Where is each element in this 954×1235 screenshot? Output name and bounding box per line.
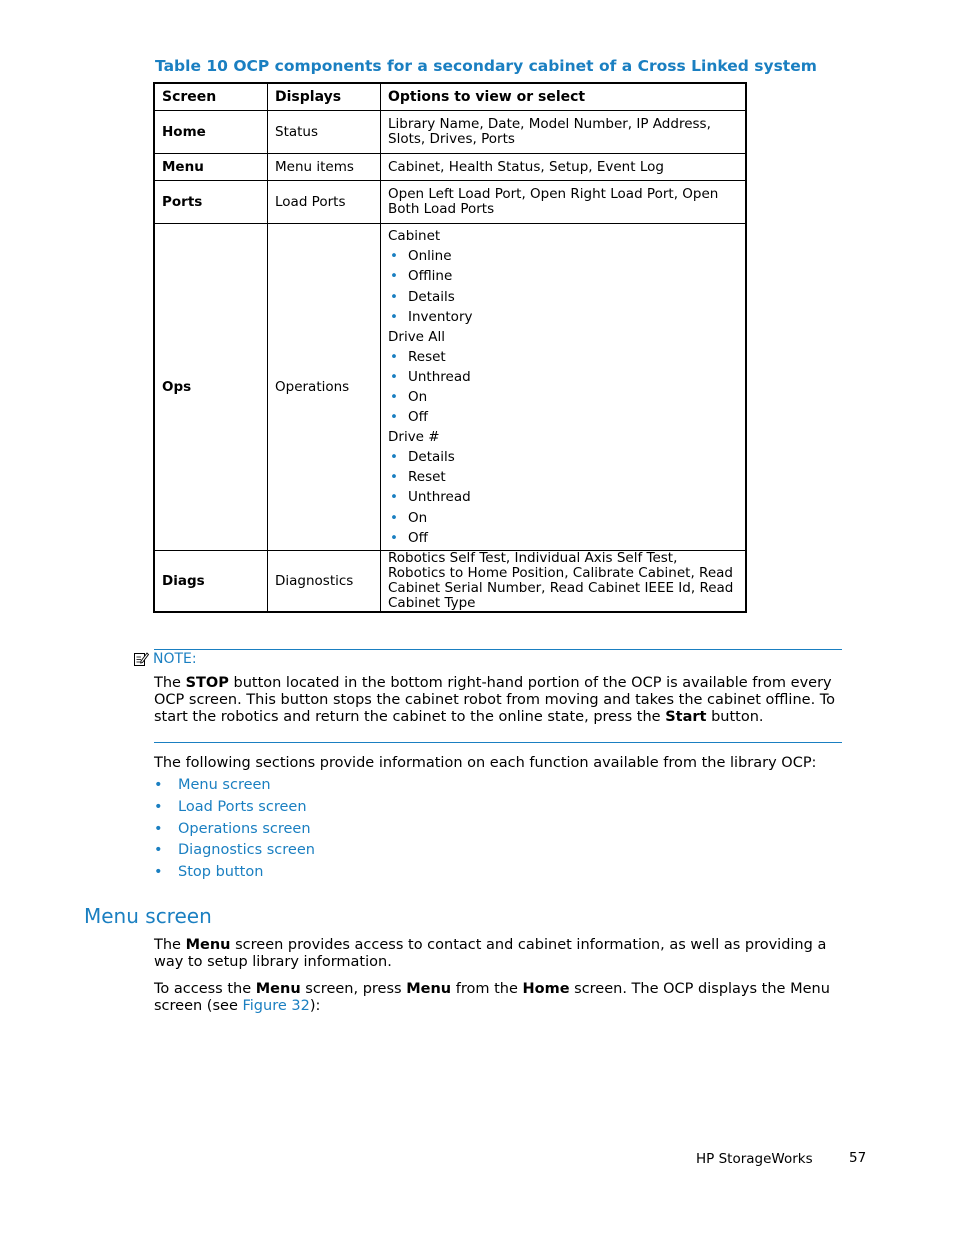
- option-item: • Offline: [390, 268, 453, 285]
- list-item: [154, 797, 315, 819]
- option-item: • On: [390, 389, 428, 405]
- option-item: • Details: [390, 449, 455, 466]
- option-item: • Off: [390, 409, 428, 426]
- intro-paragraph: The following sections provide information on each function available from the library OCP:: [154, 755, 817, 771]
- cell-screen: Ports: [154, 181, 268, 224]
- page-number: 57: [849, 1150, 867, 1166]
- cell-displays: Diagnostics: [268, 551, 381, 613]
- bullet-icon: •: [154, 777, 163, 793]
- note-heading: [133, 651, 197, 667]
- list-item: [154, 775, 315, 797]
- menu-paragraph-2: To access the Menu screen, press Menu from the Home screen. The OCP displays the Menu screen (see Figure 32):: [154, 981, 830, 1014]
- option-item: • Details: [390, 288, 455, 305]
- bullet-icon: •: [390, 489, 398, 506]
- link-operations-screen[interactable]: Operations screen: [178, 820, 311, 837]
- cell-screen: Ops: [154, 224, 268, 551]
- table-row: [154, 181, 746, 224]
- option-item: • Reset: [390, 348, 446, 365]
- note-bottom-rule: [154, 742, 842, 743]
- bullet-icon: •: [154, 842, 163, 859]
- bullet-icon: •: [390, 368, 398, 385]
- table-row: [154, 154, 746, 181]
- bullet-icon: •: [390, 348, 398, 365]
- bullet-icon: •: [390, 469, 398, 486]
- cell-screen: Menu: [154, 154, 268, 181]
- option-item: • Off: [390, 529, 428, 546]
- cell-screen: Home: [154, 111, 268, 154]
- option-group-heading: Drive All: [388, 328, 446, 345]
- bullet-icon: •: [390, 248, 398, 265]
- bullet-icon: •: [154, 820, 163, 837]
- section-heading: Menu screen: [84, 904, 212, 928]
- start-term: Start: [665, 709, 707, 725]
- menu-paragraph-1: The Menu screen provides access to contact and cabinet information, as well as providing a way to setup library information.: [154, 937, 827, 970]
- list-item: [154, 862, 315, 884]
- option-group-heading: Cabinet: [388, 228, 441, 245]
- bullet-icon: •: [390, 308, 398, 325]
- cell-options: [381, 224, 747, 551]
- note-text: The STOP button located in the bottom right-hand portion of the OCP is available from every OCP screen. This button stops the cabinet robot from moving and takes the cabinet offline. To start the robotics and return the cabinet to the online state, press the Start button.: [154, 675, 836, 725]
- cell-options: Library Name, Date, Model Number, IP Address, Slots, Drives, Ports: [381, 111, 747, 154]
- bullet-icon: •: [154, 798, 163, 815]
- cell-options: Open Left Load Port, Open Right Load Port, Open Both Load Ports: [381, 181, 747, 224]
- table-caption: Table 10 OCP components for a secondary cabinet of a Cross Linked system: [155, 57, 817, 75]
- header-options: Options to view or select: [381, 83, 747, 111]
- footer-brand: HP StorageWorks: [696, 1151, 813, 1167]
- table-header-row: [154, 83, 746, 111]
- option-item: • Unthread: [390, 489, 471, 506]
- bullet-icon: •: [390, 288, 398, 305]
- table-row: [154, 224, 746, 551]
- option-item: • Inventory: [390, 308, 473, 325]
- cell-displays: Load Ports: [268, 181, 381, 224]
- option-item: • Online: [390, 248, 452, 265]
- link-menu-screen[interactable]: Menu screen: [178, 777, 271, 793]
- link-diagnostics-screen[interactable]: Diagnostics screen: [178, 842, 315, 859]
- table-row: [154, 551, 746, 613]
- bullet-icon: •: [390, 509, 398, 526]
- note-label: NOTE:: [153, 651, 197, 667]
- header-screen: Screen: [154, 83, 268, 111]
- cell-options: Cabinet, Health Status, Setup, Event Log: [381, 154, 747, 181]
- link-stop-button[interactable]: Stop button: [178, 864, 264, 881]
- header-displays: Displays: [268, 83, 381, 111]
- option-item: • Reset: [390, 469, 446, 486]
- stop-term: STOP: [185, 675, 229, 691]
- bullet-icon: •: [390, 409, 398, 426]
- cell-options: Robotics Self Test, Individual Axis Self Test, Robotics to Home Position, Calibrate Cabinet, Read Cabinet Serial Number, Read Cabinet IEEE Id, Read Cabinet Type: [381, 551, 747, 613]
- note-icon: [133, 651, 149, 667]
- list-item: [154, 819, 315, 841]
- cell-displays: Operations: [268, 224, 381, 551]
- option-item: • On: [390, 509, 428, 526]
- bullet-icon: •: [390, 449, 398, 466]
- cell-displays: Menu items: [268, 154, 381, 181]
- list-item: [154, 840, 315, 862]
- option-item: • Unthread: [390, 368, 471, 385]
- link-load-ports-screen[interactable]: Load Ports screen: [178, 798, 307, 815]
- ocp-components-table: [153, 82, 747, 613]
- bullet-icon: •: [390, 529, 398, 546]
- bullet-icon: •: [154, 864, 163, 881]
- bullet-icon: •: [390, 268, 398, 285]
- table-row: [154, 111, 746, 154]
- figure-32-link[interactable]: Figure 32: [242, 998, 310, 1014]
- bullet-icon: •: [390, 389, 398, 405]
- note-top-rule: [154, 649, 842, 650]
- cell-screen: Diags: [154, 551, 268, 613]
- options-list: [388, 226, 738, 548]
- section-links-list: [154, 775, 315, 884]
- option-group-heading: Drive #: [388, 429, 440, 446]
- cell-displays: Status: [268, 111, 381, 154]
